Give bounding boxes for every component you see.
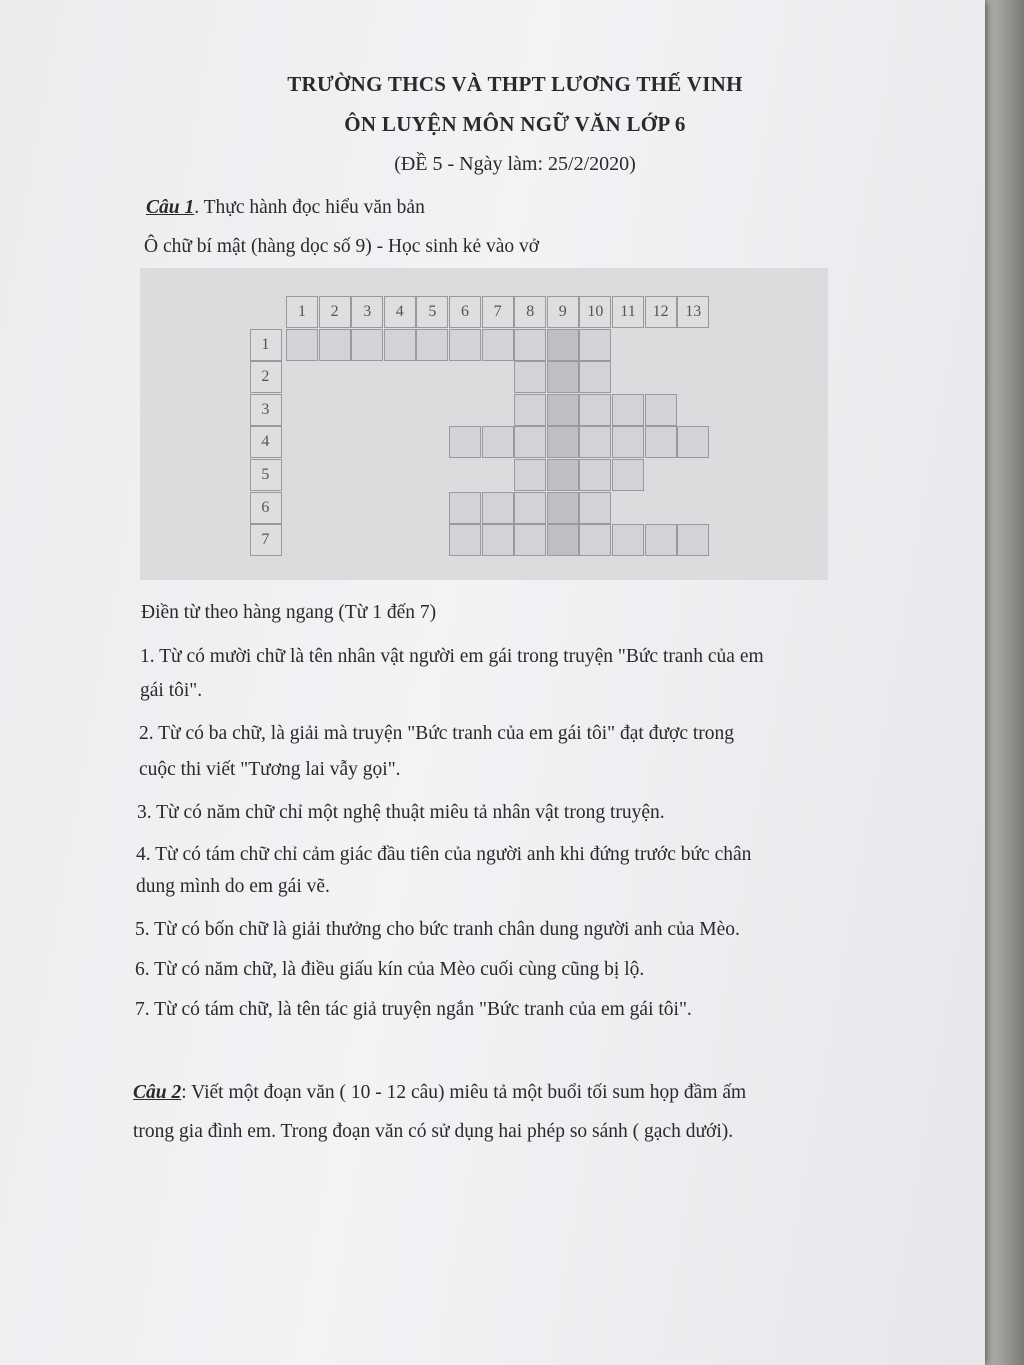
key-column-cell: [547, 394, 579, 426]
key-column-cell: [547, 329, 579, 361]
column-number: 10: [579, 296, 611, 328]
clue-line: cuộc thi viết "Tương lai vẫy gọi".: [139, 759, 401, 780]
crossword-cell: [579, 426, 611, 458]
column-number: 11: [612, 296, 644, 328]
row-number: 6: [250, 492, 282, 524]
column-number: 5: [416, 296, 448, 328]
crossword-cell: [579, 361, 611, 393]
clue-line: 2. Từ có ba chữ, là giải mà truyện "Bức tranh của em gái tôi" đạt được trong: [139, 723, 735, 744]
crossword-cell: [416, 329, 448, 361]
row-number: 7: [250, 524, 282, 556]
clue-line: dung mình do em gái vẽ.: [136, 876, 330, 897]
clue-line: 3. Từ có năm chữ chỉ một nghệ thuật miêu tả nhân vật trong truyện.: [137, 802, 665, 823]
column-number: 7: [482, 296, 514, 328]
crossword-panel: [140, 268, 828, 580]
crossword-cell: [514, 394, 546, 426]
clue-line: gái tôi".: [140, 680, 203, 701]
column-number: 13: [677, 296, 709, 328]
column-number: 1: [286, 296, 318, 328]
crossword-cell: [449, 524, 481, 556]
q1-label: Câu 1: [146, 197, 195, 218]
column-number: 2: [319, 296, 351, 328]
crossword-cell: [579, 524, 611, 556]
crossword-cell: [612, 426, 644, 458]
crossword-cell: [449, 329, 481, 361]
key-column-cell: [547, 524, 579, 556]
key-column-cell: [547, 426, 579, 458]
q2-line-1: [133, 1081, 746, 1104]
crossword-cell: [449, 492, 481, 524]
row-number: 5: [250, 459, 282, 491]
school-name: TRƯỜNG THCS VÀ THPT LƯƠNG THẾ VINH: [287, 72, 743, 96]
crossword-cell: [612, 394, 644, 426]
crossword-cell: [514, 426, 546, 458]
column-number: 8: [514, 296, 546, 328]
clue-line: 7. Từ có tám chữ, là tên tác giả truyện ngắn "Bức tranh của em gái tôi".: [135, 999, 692, 1020]
q2-text-1: : Viết một đoạn văn ( 10 - 12 câu) miêu tả một buổi tối sum họp đầm ấm: [181, 1082, 747, 1103]
crossword-cell: [514, 524, 546, 556]
crossword-cell: [482, 329, 514, 361]
course-title: ÔN LUYỆN MÔN NGỮ VĂN LỚP 6: [344, 112, 686, 136]
crossword-cell: [579, 492, 611, 524]
crossword-cell: [286, 329, 318, 361]
crossword-cell: [645, 524, 677, 556]
crossword-cell: [514, 492, 546, 524]
clue-line: 5. Từ có bốn chữ là giải thưởng cho bức tranh chân dung người anh của Mèo.: [135, 919, 740, 940]
row-number: 1: [250, 329, 282, 361]
clue-line: 4. Từ có tám chữ chỉ cảm giác đầu tiên của người anh khi đứng trước bức chân: [136, 844, 752, 865]
crossword-cell: [351, 329, 383, 361]
column-number: 3: [351, 296, 383, 328]
crossword-cell: [612, 459, 644, 491]
crossword-cell: [449, 426, 481, 458]
crossword-cell: [384, 329, 416, 361]
crossword-cell: [514, 329, 546, 361]
column-number: 6: [449, 296, 481, 328]
exam-info: (ĐỀ 5 - Ngày làm: 25/2/2020): [394, 153, 636, 175]
q2-label: Câu 2: [133, 1082, 182, 1103]
column-number: 4: [384, 296, 416, 328]
key-column-cell: [547, 459, 579, 491]
column-number: 12: [645, 296, 677, 328]
crossword-cell: [319, 329, 351, 361]
column-number: 9: [547, 296, 579, 328]
q1-instruction: Điền từ theo hàng ngang (Từ 1 đến 7): [141, 602, 437, 623]
row-number: 2: [250, 361, 282, 393]
crossword-cell: [579, 329, 611, 361]
crossword-cell: [579, 394, 611, 426]
q1-title: . Thực hành đọc hiểu văn bản: [194, 197, 425, 218]
key-column-cell: [547, 492, 579, 524]
q2-line-2: trong gia đình em. Trong đoạn văn có sử dụng hai phép so sánh ( gạch dưới).: [133, 1121, 734, 1142]
crossword-cell: [579, 459, 611, 491]
crossword-cell: [645, 426, 677, 458]
row-number: 3: [250, 394, 282, 426]
crossword-cell: [482, 524, 514, 556]
crossword-cell: [482, 426, 514, 458]
crossword-cell: [677, 426, 709, 458]
crossword-cell: [612, 524, 644, 556]
crossword-cell: [514, 459, 546, 491]
crossword-cell: [677, 524, 709, 556]
q1-heading: [146, 196, 425, 219]
row-number: 4: [250, 426, 282, 458]
key-column-cell: [547, 361, 579, 393]
clue-line: 6. Từ có năm chữ, là điều giấu kín của Mèo cuối cùng cũng bị lộ.: [135, 959, 645, 980]
clue-line: 1. Từ có mười chữ là tên nhân vật người em gái trong truyện "Bức tranh của em: [140, 646, 764, 667]
crossword-cell: [482, 492, 514, 524]
crossword-cell: [645, 394, 677, 426]
crossword-cell: [514, 361, 546, 393]
q1-subtitle: Ô chữ bí mật (hàng dọc số 9) - Học sinh kẻ vào vở: [144, 236, 540, 257]
